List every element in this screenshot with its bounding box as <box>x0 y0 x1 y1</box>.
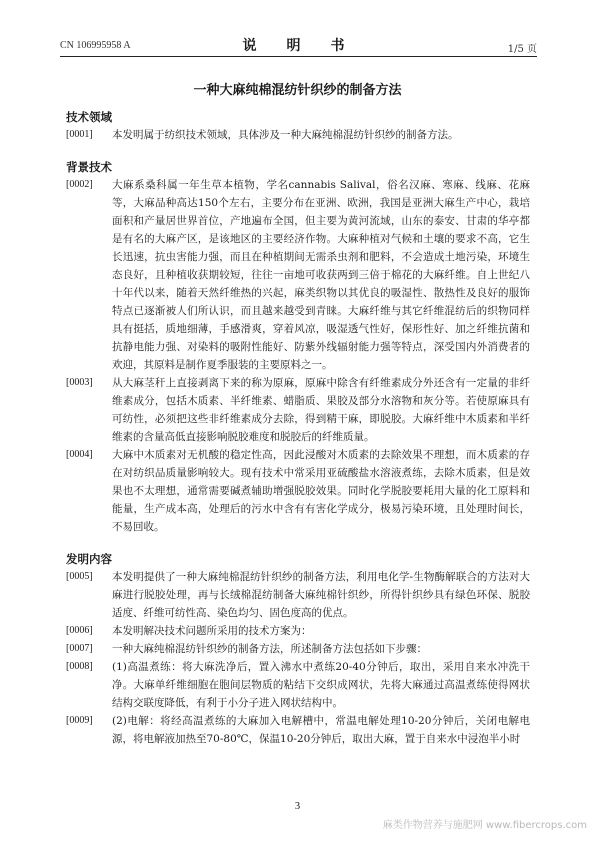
paragraph-text: (2)电解：将经高温煮练的大麻加入电解槽中，常温电解处理10-20分钟后，关闭电解电源，将电解液加热至70-80℃，保温10-20分钟后，取出大麻，置于自来水中浸泡半小时 <box>112 715 530 745</box>
paragraph-text: 大麻系桑科属一年生草本植物，学名cannabis Salival，俗名汉麻、寒麻、线麻、花麻等，大麻品种高达150个左右，主要分布在亚洲、欧洲，我国是亚洲大麻生产中心，栽培面积和产量居世界首位，产地遍布全国，但主要为黄河流域，山东的泰安、甘肃的华亭都是有名的大麻产区，是该地区的主要经济作物。大麻种植对气候和土壤的要求不高，它生长迅速，抗虫害能力强，而且在种植期间无需杀虫剂和肥料，不会造成土地污染，环境生态良好，且种植收获期较短，往往一亩地可收获两到三倍于棉花的大麻纤维。自上世纪八十年代以来，随着天然纤维热的兴起，麻类织物以其优良的吸湿性、散热性及良好的服饰特点已逐渐被人们所认识，而且越来越受到青睐。大麻纤维与其它纤维混纺后的织物同样具有挺括，质地细薄，手感滑爽，穿着风凉，吸湿透气性好，保形性好、加之纤维抗菌和抗静电能力强、对染料的吸附性能好、防紫外线辐射能力强等特点，深受国内外消费者的欢迎，其原料是制作夏季服装的主要原料之一。 <box>112 179 530 371</box>
document-type: 说 明 书 <box>242 38 353 54</box>
paragraph-text: 从大麻茎秆上直接剥离下来的称为原麻，原麻中除含有纤维素成分外还含有一定量的非纤维素成分，包括木质素、半纤维素、蜡脂质、果胶及部分水溶物和灰分等。若使原麻具有可纺性，必须把这些非纤维素成分去除，得到精干麻，即脱胶。大麻纤维中木质素和半纤维素的含量高低直接影响脱胶难度和脱胶后的纤维质量。 <box>112 377 530 443</box>
site-watermark: 麻类作物营养与施肥网 www.fibercrops.com <box>382 820 587 831</box>
document-title: 一种大麻纯棉混纺针织纱的制备方法 <box>193 83 402 98</box>
document-body <box>66 108 530 748</box>
paragraph-number: [0009] <box>66 715 93 726</box>
paragraph-0001 <box>66 126 530 144</box>
paragraph-text: 大麻中木质素对无机酸的稳定性高，因此浸酸对木质素的去除效果不理想，而木质素的存在对纺织品质量影响较大。现有技术中常采用亚硫酸盐水溶液煮练，去除木质素，但是效果也不太理想，通常需要碱煮辅助增强脱胶效果。同时化学脱胶要耗用大量的化工原料和能量，生产成本高，处理后的污水中含有有害化学成分，极易污染环境，且处理时间长，不易回收。 <box>112 449 530 533</box>
paragraph-0003 <box>66 374 530 446</box>
paragraph-0002 <box>66 176 530 374</box>
paragraph-number: [0001] <box>66 129 93 140</box>
page-number: 3 <box>294 801 301 812</box>
section-heading-background: 背景技术 <box>66 160 112 174</box>
paragraph-number: [0008] <box>66 661 93 672</box>
paragraph-0007 <box>66 640 530 658</box>
paragraph-0004 <box>66 446 530 536</box>
page-count: 1/5 页 <box>507 44 537 55</box>
paragraph-text: 本发明属于纺织技术领域，具体涉及一种大麻纯棉混纺针织纱的制备方法。 <box>112 129 459 141</box>
paragraph-number: [0004] <box>66 449 93 460</box>
paragraph-text: 本发明提供了一种大麻纯棉混纺针织纱的制备方法，利用电化学-生物酶解联合的方法对大麻进行脱胶处理，再与长绒棉混纺制备大麻纯棉针织纱，所得针织纱具有绿色环保、脱胶适度、纤维可纺性高、染色均匀、固色度高的优点。 <box>112 571 530 619</box>
paragraph-number: [0006] <box>66 625 93 636</box>
paragraph-text: (1)高温煮练：将大麻洗净后，置入沸水中煮练20-40分钟后，取出，采用自来水冲洗干净。大麻单纤维细胞在胞间层物质的粘结下交织成网状，先将大麻通过高温煮练使得网状结构交联度降低，有利于小分子进入网状结构中。 <box>112 661 530 709</box>
section-heading-tech-field: 技术领域 <box>66 110 112 124</box>
paragraph-0009 <box>66 712 530 748</box>
paragraph-0005 <box>66 568 530 622</box>
paragraph-number: [0003] <box>66 377 93 388</box>
publication-number: CN 106995958 A <box>60 40 131 51</box>
section-heading-summary: 发明内容 <box>66 552 112 566</box>
paragraph-number: [0005] <box>66 571 93 582</box>
paragraph-0008 <box>66 658 530 712</box>
paragraph-number: [0002] <box>66 179 93 190</box>
paragraph-text: 本发明解决技术问题所采用的技术方案为： <box>112 625 312 637</box>
paragraph-text: 一种大麻纯棉混纺针织纱的制备方法，所述制备方法包括如下步骤： <box>112 643 427 655</box>
paragraph-0006 <box>66 622 530 640</box>
paragraph-number: [0007] <box>66 643 93 654</box>
header-divider <box>60 56 537 57</box>
